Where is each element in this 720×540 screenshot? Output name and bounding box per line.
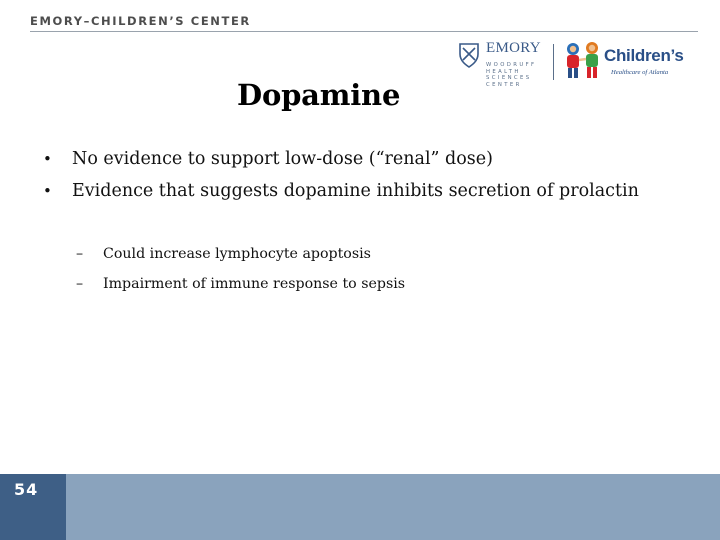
emory-shield-icon: [458, 42, 480, 68]
dash-glyph: –: [76, 276, 84, 292]
emory-sub-line: CENTER: [486, 81, 522, 88]
sub-bullet-item: [76, 239, 676, 269]
sub-bullet-item: [76, 269, 676, 299]
dash-glyph: –: [76, 246, 84, 262]
emory-subtitle: [486, 62, 546, 88]
emory-sub-line: SCIENCES: [486, 75, 532, 82]
sub-bullet-text: Impairment of immune response to sepsis: [103, 276, 406, 292]
bullet-glyph: •: [43, 182, 52, 200]
childrens-kids-icon: [562, 41, 606, 81]
childrens-name: Children’s: [604, 46, 684, 65]
emory-sub-line: WOODRUFF: [486, 62, 537, 68]
bullet-text: Evidence that suggests dopamine inhibits secretion of prolactin: [72, 181, 639, 201]
childrens-tagline: Healthcare of Atlanta: [611, 69, 669, 76]
header-divider: [30, 31, 698, 32]
bullet-item: [40, 178, 680, 204]
slide-title: Dopamine: [237, 78, 401, 112]
emory-sub-line: HEALTH: [486, 68, 521, 75]
page-number: 54: [14, 480, 39, 499]
bullet-item: [40, 146, 680, 172]
sub-bullet-text: Could increase lymphocyte apoptosis: [103, 246, 371, 262]
sub-bullet-list: [76, 239, 676, 299]
bullet-list: [40, 146, 680, 204]
emory-name: EMORY: [486, 40, 541, 56]
bullet-text: No evidence to support low-dose (“renal” dose): [72, 149, 493, 169]
footer-bar: [0, 474, 720, 540]
emory-logo: [458, 40, 543, 92]
logo-divider: [553, 44, 554, 80]
header-center-name: EMORY–CHILDREN’S CENTER: [30, 14, 251, 28]
bullet-glyph: •: [43, 150, 52, 168]
childrens-logo: [562, 41, 692, 83]
